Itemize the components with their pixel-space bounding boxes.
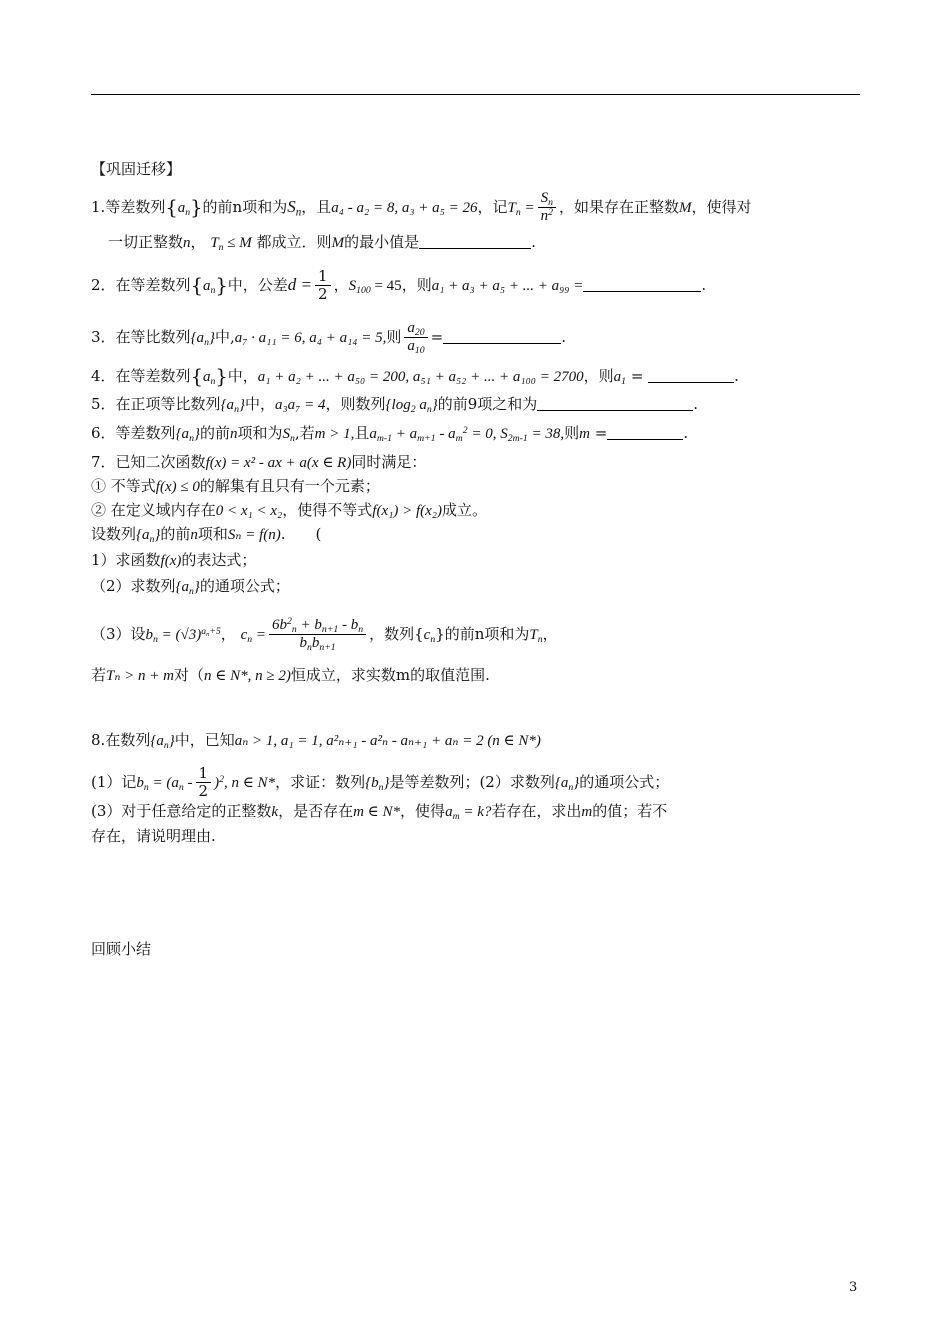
answer-blank-6[interactable] bbox=[607, 425, 683, 440]
fraction-a20-a10: $\frac{a_{20}}{a_{10}}$ bbox=[404, 320, 427, 356]
question-6: 6．等差数列$\{a_n\}$的前n项和为$S_n$,若m > 1,且$a_{m-1} + a_{m+1} - a_m^2 = 0$, $S_{2m-1} = 38$,则m = . bbox=[91, 424, 689, 444]
page-number: 3 bbox=[849, 1280, 858, 1295]
question-8: 8.在数列$\{a_n\}$中，已知aₙ > 1, a₁ = 1, a²ₙ₊₁ - a²ₙ - aₙ₊₁ + aₙ = 2 (n ∈ N*) bbox=[91, 731, 541, 751]
fraction-one-half-q8: $\frac{1}{2}$ bbox=[196, 765, 212, 801]
question-3: 3．在等比数列$\{a_n\}$中,a₇ · a₁₁ = 6, a₄ + a₁₄ = 5,则 $\frac{a_{20}}{a_{10}}$ = . bbox=[91, 320, 566, 357]
question-7-part-1: 1）求函数f(x)的表达式； bbox=[91, 551, 257, 569]
question-8-part-1: (1）记$b_n = (a_n$ - $\frac{1}{2}$ )$^2$, n ∈ N*，求证：数列$\{b_n\}$是等差数列；(2）求数列$\{a_n\}$的通项公式； bbox=[91, 764, 670, 801]
question-5: 5．在正项等比数列$\{a_n\}$中，a₃a₇ = 4，则数列{$\log_2$ $a_n$}的前9项之和为 . bbox=[91, 395, 699, 415]
question-8-part-3-line-2: 存在，请说明理由. bbox=[91, 827, 216, 845]
review-summary-label: 回顾小结 bbox=[91, 940, 152, 958]
answer-blank-5[interactable] bbox=[537, 396, 693, 411]
question-1: 1.等差数列$\{a_n\}$的前n项和为$S_n$，且a₄ - a₂ = 8, a₃ + a₅ = 26，记$T_n$ = $\frac{S_n}{n^2}$ ，如果存在正整数M，使得对 bbox=[91, 190, 752, 225]
answer-blank-4[interactable] bbox=[648, 368, 734, 383]
question-1-line-2: 一切正整数n， $T_n \le M$ 都成立．则M的最小值是 . bbox=[108, 233, 536, 253]
answer-blank-1[interactable] bbox=[419, 234, 531, 249]
fraction-sn-n2: $\frac{S_n}{n^2}$ bbox=[538, 190, 556, 226]
section-heading: 【巩固迁移】 bbox=[91, 160, 182, 178]
answer-blank-2[interactable] bbox=[583, 277, 701, 292]
question-7-part-2: （2）求数列$\{a_n\}$的通项公式； bbox=[91, 577, 290, 597]
question-8-part-3: (3）对于任意给定的正整数k，是否存在m ∈ N*，使得$a_m = k$?若存在，求出m的值；若不 bbox=[91, 802, 668, 822]
question-7-part-3-condition: 若Tₙ > n + m对（n ∈ N*, n ≥ 2)恒成立，求实数m的取值范围. bbox=[91, 666, 490, 684]
question-2: 2．在等差数列$\{a_n\}$中，公差d = $\frac{1}{2}$ ，$S_{100} = 45$，则a₁ + a₃ + a₅ + ... + a₉₉ = . bbox=[91, 267, 707, 304]
fraction-cn: $\frac{6b^2_n + b_{n+1} - b_n}{b_nb_{n+1}}$ bbox=[269, 617, 366, 653]
answer-blank-3[interactable] bbox=[443, 329, 561, 344]
question-4: 4．在等差数列$\{a_n\}$中，a₁ + a₂ + ... + a₅₀ = 200, a₅₁ + a₅₂ + ... + a₁₀₀ = 2700，则$a_1$ = . bbox=[91, 365, 739, 388]
question-7-condition-2: ② 在定义域内存在0 < x₁ < x₂，使得不等式f(x₁) > f(x₂)成立。 bbox=[91, 501, 487, 519]
question-7-part-3: （3）设$b_n = (√3)^{a_n+5}$， $c_n$ = $\frac{6b^2_n + b_{n+1} - b_n}{b_nb_{n+1}}$ ，数列$\{c_n\}$的前n项和为$T_n$， bbox=[91, 616, 558, 654]
question-7-condition-1: ① 不等式f(x) ≤ 0的解集有且只有一个元素； bbox=[91, 477, 380, 495]
header-rule bbox=[91, 94, 860, 95]
question-7: 7．已知二次函数f(x) = x² - ax + a(x ∈ R)同时满足： bbox=[91, 453, 427, 471]
question-7-setup: 设数列$\{a_n\}$的前n项和Sₙ = f(n). ( bbox=[91, 525, 322, 545]
fraction-one-half: $\frac{1}{2}$ bbox=[315, 268, 331, 304]
